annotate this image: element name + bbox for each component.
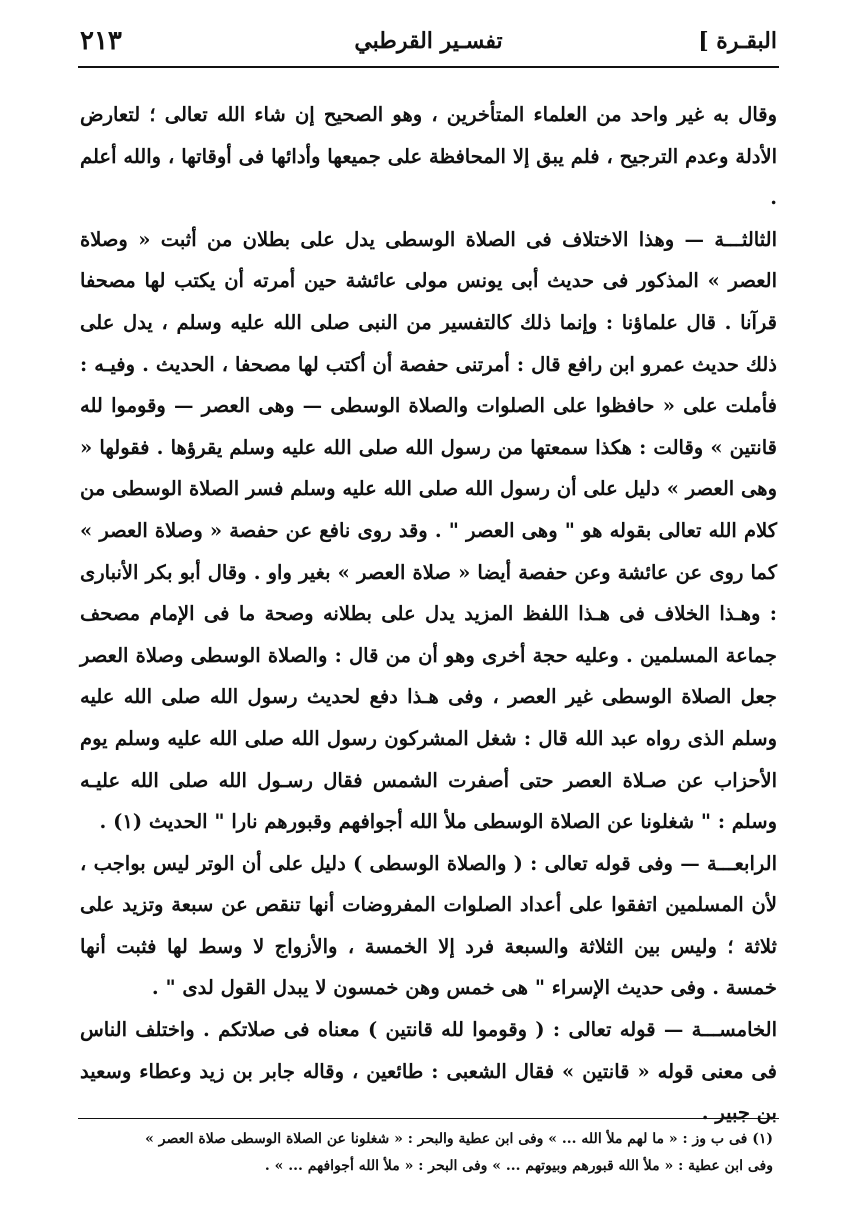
paragraph-fourth: الرابعـــة — وفى قوله تعالى : ( والصلاة الوسطى ) دليل على أن الوتر ليس بواجب ، لأن المسلمين اتفقوا على أعداد الصلوات المفروضات أنها تنقص عن سبعة وتزيد على ثلاثة ؛ وليس بين الثلاثة والسبعة فرد إلا الخمسة ، والأزواج لا وسط لها فثبت أنها خمسة . وفى حديث الإسراء " هى خمس وهن خمسون لا يبدل القول لدى " .	[80, 851, 777, 1000]
page-number: ٢١٣	[80, 26, 122, 56]
paragraph-fifth: الخامســـة — قوله تعالى : ( وقوموا لله قانتين ) معناه فى صلاتكم . واختلف الناس فى معنى قوله « قانتين » فقال الشعبى : طائعين ، وقاله جابر بن زيد وعطاء وسعيد بن جبير .	[80, 1018, 777, 1125]
paragraph-intro: وقال به غير واحد من العلماء المتأخرين ، وهو الصحيح إن شاء الله تعالى ؛ لتعارض الأدلة وعدم الترجيح ، فلم يبق إلا المحافظة على جميعها وأدائها فى أوقاتها ، والله أعلم .	[80, 103, 777, 210]
surah-name: البقـرة ]	[698, 28, 777, 54]
paragraph-third: الثالثـــة — وهذا الاختلاف فى الصلاة الوسطى يدل على بطلان من أثبت « وصلاة العصر » المذكور فى حديث أبى يونس مولى عائشة حين أمرته أن يكتب لها مصحفا قرآنا . قال علماؤنا : وإنما ذلك كالتفسير من النبى صلى الله عليه وسلم ، يدل على ذلك حديث عمرو ابن رافع قال : أمرتنى حفصة أن أكتب لها مصحفا ، الحديث . وفيـه : فأملت على « حافظوا على الصلوات والصلاة الوسطى — وهى العصر — وقوموا لله قانتين » وقالت : هكذا سمعتها من رسول الله صلى الله عليه وسلم يقرؤها . فقولها « وهى العصر » دليل على أن رسول الله صلى الله عليه وسلم فسر الصلاة الوسطى من كلام الله تعالى بقوله هو " وهى العصر " . وقد روى نافع عن حفصة « وصلاة العصر » كما روى عن عائشة وعن حفصة أيضا « صلاة العصر » بغير واو . وقال أبو بكر الأنبارى : وهـذا الخلاف فى هـذا اللفظ المزيد يدل على بطلانه وصحة ما فى الإمام مصحف جماعة المسلمين . وعليه حجة أخرى وهو أن من قال : والصلاة الوسطى وصلاة العصر جعل الصلاة الوسطى غير العصر ، وفى هـذا دفع لحديث رسول الله صلى الله عليه وسلم الذى رواه عبد الله قال : شغل المشركون رسول الله صلى الله عليه وسلم يوم الأحزاب عن صـلاة العصر حتى أصفرت الشمس فقال رسـول الله صلى الله عليـه وسلم : " شغلونا عن الصلاة الوسطى ملأ الله أجوافهم وقبورهم نارا " الحديث (١) .	[80, 227, 777, 834]
footnote-divider	[78, 1118, 779, 1119]
running-head	[80, 26, 777, 64]
footnote-line: (١) فى ب وز : « ما لهم ملأ الله ... » وفى ابن عطية والبحر : « شغلونا عن الصلاة الوسطى صلاة العصر »	[145, 1131, 773, 1147]
main-text	[80, 94, 777, 1134]
header-divider	[78, 66, 779, 68]
footnote-line: وفى ابن عطية : « ملأ الله قبورهم وبيوتهم ... » وفى البحر : « ملأ الله أجوافهم ... » .	[264, 1158, 773, 1174]
book-title: تفسـير القرطبي	[354, 28, 503, 54]
footnotes	[84, 1126, 773, 1180]
